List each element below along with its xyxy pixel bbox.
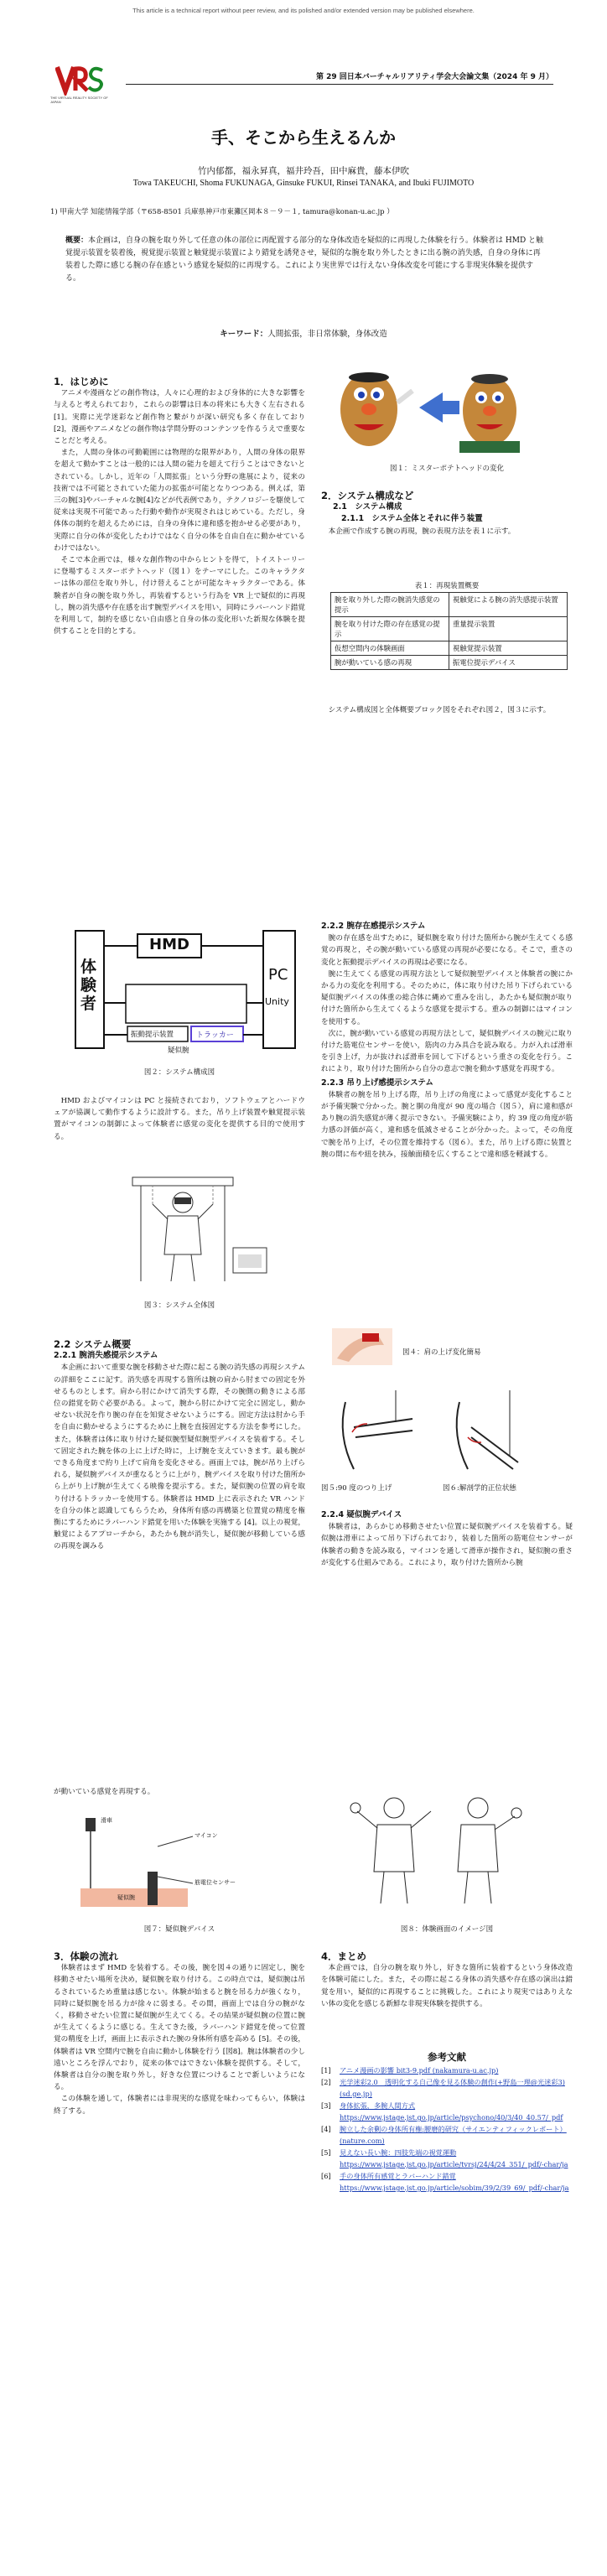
paragraph-hmd — [54, 1095, 305, 1143]
paragraph: 腕の存在感を出すために，疑似腕を取り付けた箇所から腕が生えてくる感覚の再現と，その腕が動いている感覚の再現が必要になる。そこで，重さの変化と振動提示デバイスの再現は必要になる。 — [321, 934, 573, 967]
label-pulley: 滑車 — [101, 1817, 112, 1824]
table-row: 腕が動いている感の再現 振電位提示デバイス — [331, 656, 568, 670]
section-conclusion — [321, 1950, 573, 2010]
paragraph: 本企画で作成する腕の再現，腕の表現方法を表１に示す。 — [328, 527, 516, 536]
figure-overall-illustration — [99, 1171, 283, 1288]
reference-link[interactable]: 身体拡張，多腕人間方式 https://www.jstage.jst.go.jp/article/psychono/40/3/40_40.57/_pdf — [340, 2101, 563, 2122]
section-experience-flow — [54, 1950, 305, 2117]
review-notice: This article is a technical report without peer review, and its polished and/or extended version may be published elsewhere. — [132, 7, 475, 14]
figure-shoulder — [329, 1325, 396, 1367]
paragraph: そこで本企画では，様々な創作物の中からヒントを得て，トイストーリーに登場するミスターポテトヘッド（図１）をテーマにした。このキャラクターは体の部位を取り外し，付け替えることが可能なキャラクターである。体験者が自身の腕を取り外し，再装着するという行為を VR 上で疑似的に再現し，腕の消失感や存在感を出す腕型デバイスを用い，同時にラバーハンド錯覚を利用して，制約を感じない自由感と自身の体の変化形いた新規な体験を提供することを目的とする。 — [54, 556, 305, 636]
diagram-vibration-label: 振動提示装置 — [131, 1031, 174, 1039]
section-presence — [321, 921, 573, 1161]
authors-english: Towa TAKEUCHI, Shoma FUKUNAGA, Ginsuke FUKUI, Rinsei TANAKA, and Ibuki FUJIMOTO — [132, 179, 475, 188]
references-heading: 参考文献 — [428, 2051, 466, 2063]
logo-caption: THE VIRTUAL REALITY SOCIETY OF JAPAN — [50, 96, 108, 104]
reference-item: [5] 見えない長い腕：四肢先端の視覚運動 https://www.jstage.jst.go.jp/article/tvrsj/24/4/24_351/_pdf/-char/ja — [321, 2147, 573, 2170]
keywords — [0, 327, 607, 339]
diagram-tracker-label: トラッカー — [196, 1031, 234, 1040]
reference-link[interactable]: 腕立した余剰の身体所有権:腰磨的研究（サイエンティフィックレポート）(nature.com) — [340, 2125, 567, 2145]
reference-link[interactable]: 手の身体所有感覚とラバーハンド錯覚 https://www.jstage.jst.go.jp/article/sobim/39/2/39_69/_pdf/-char/ja — [340, 2172, 569, 2192]
table-row: 腕を取り外した際の腕消失感覚の提示 視触覚による腕の消失感提示装置 — [331, 593, 568, 617]
subsection-heading: 2.2.1 腕消失感提示システム — [54, 1351, 158, 1361]
diagram-hmd-label: HMD — [149, 936, 189, 953]
label-pseudo-arm: 疑似腕 — [117, 1894, 135, 1901]
figure7-caption: 図７：疑似腕デバイス — [143, 1925, 215, 1934]
figure-experience-screen — [344, 1791, 528, 1909]
subsection-heading: 2.2.4 疑似腕デバイス — [321, 1510, 402, 1519]
figure3-caption: 図３：システム全体図 — [143, 1301, 215, 1310]
table-row: 仮想空間内の体験画面 視触覚提示装置 — [331, 641, 568, 656]
header-rule — [126, 84, 553, 85]
paragraph-continuation — [54, 1786, 305, 1798]
reference-link[interactable]: 見えない長い腕：四肢先端の視覚運動 https://www.jstage.jst.go.jp/article/tvrsj/24/4/24_351/_pdf/-char/ja — [340, 2148, 568, 2168]
table-row: 腕を取り付けた際の存在感覚の提示 重量提示装置 — [331, 617, 568, 641]
figure-system-diagram — [74, 922, 300, 1057]
paragraph: また，人間の身体の可動範囲には物理的な限界があり，人間の身体の限界を超えて動かすことは一般的には人間の能力を超えて行うことはできないとされている。しかし，近年の「人間拡張」という分野の進展により，従来の技術では不可能とされていた能力の拡張が可能となりつつある。例えば，第三の腕[3]やバーチャルな腕[4]などが代表例であり，テクノロジーを駆使して従来は実現不可能であった行動や動作が実現されはじめている。ただし，身体体の制約を超えるためには，自身の身体に違和感を抱かせる必要があり，実際に自分の体が変化したわけではなく自分の体を自由自在に動かせているわけではない。 — [54, 449, 305, 553]
subsection-heading: 2.1.1 システム全体とそれに伴う装置 — [341, 514, 483, 524]
paragraph: 本企画では，自分の腕を取り外し，好きな箇所に装着するという身体改造を体験可能にした。また，その際に起こる身体の消失感や存在感の演出は錯覚を用い，疑似的に再現することに挑戦した。これにより現実ではありえない体の変化を感じる新鮮な非現実体験を提供する。 — [321, 1964, 573, 2008]
reference-link[interactable]: アニメ漫画の影響 bit3-9.pdf (nakamura-u.ac.jp) — [340, 2066, 499, 2075]
paragraph: 体験者の腕を吊り上げる際，吊り上げの角度によって感覚が変化することが予備実験で分かった。腕と胴の角度が 90 度の場合（図５），肩に違和感があり腕の消失感覚が薄く提示できない。予備実験により，約 39 度の角度が筋力感の評価が高く，違和感を低減させることが分かった。よって，その角度で腕を吊り上げ，その位置を維持する（図６）。また，吊り上げる際に装置と腕の間に布や紐を挟み，接触面積を広くすることで違和感を軽減する。 — [321, 1090, 573, 1159]
figure-pseudo-arm-device — [67, 1813, 243, 1915]
diagram-person-label: 体験者 — [80, 958, 97, 1013]
section-heading: 4．まとめ — [321, 1950, 367, 1962]
section-heading: 3．体験の流れ — [54, 1950, 119, 1962]
reference-item: [6] 手の身体所有感覚とラバーハンド錯覚 https://www.jstage.jst.go.jp/article/sobim/39/2/39_69/_pdf/-char/ja — [321, 2170, 573, 2194]
paragraph: 体験者は，あらかじめ移動させたい位置に疑似腕デバイスを装着する。疑似腕は滑車によって吊り下げられており，装着した箇所の筋電位センサーが体験者の動きを読み取る，マイコンを通して滑車が操作され，疑似腕の重さが変化する仕組みである。これにより，取り付けた箇所から腕 — [321, 1523, 573, 1567]
diagram-arm-label: 疑似腕 — [168, 1046, 189, 1055]
label-microcontroller: マイコン — [195, 1832, 218, 1839]
section-introduction — [54, 376, 305, 637]
section-system-cont — [321, 704, 573, 716]
paper-title: 手、そこから生えるんか — [211, 127, 396, 148]
paragraph: この体験を通して，体験者には非現実的な感覚を味わってもらい，体験は終了する。 — [54, 2095, 305, 2116]
keywords-label: キーワード： — [220, 330, 268, 339]
section-heading: 2.2 システム概要 — [54, 1338, 132, 1350]
authors-japanese: 竹内郁都，福永昇真，福井玲吾，田中麻貴，藤本伊吹 — [198, 166, 409, 176]
figure-potato-head — [325, 361, 520, 453]
table1-caption: 表１：再現装置概要 — [414, 582, 480, 590]
abstract — [65, 235, 547, 285]
label-emg-sensor: 筋電位センサー — [195, 1879, 236, 1886]
reference-item: [1] アニメ漫画の影響 bit3-9.pdf (nakamura-u.ac.jp) — [321, 2066, 499, 2075]
reference-item: [3] 身体拡張，多腕人間方式 https://www.jstage.jst.go.jp/article/psychono/40/3/40_40.57/_pdf — [321, 2100, 573, 2123]
section-overview — [54, 1338, 305, 1553]
affiliation: 1) 甲南大学 知能情報学部（〒658-8501 兵庫県神戸市東灘区岡本８－９－１, tamura@konan-u.ac.jp ） — [50, 208, 394, 216]
paragraph: HMD およびマイコンは PC と接続されており，ソフトウェアとハードウェアが協調して動作するように設計する。また，吊り上げ装置や触覚提示装置がマイコンの制御によって体験者に感覚の変化を提供する目的で使用する。 — [54, 1097, 305, 1141]
figure8-caption: 図８：体験画面のイメージ図 — [400, 1925, 494, 1934]
abstract-text: 本企画は，自身の腕を取り外して任意の体の部位に再配置する部分的な身体改造を疑似的に再現した体験を行う。体験者は HMD と触覚提示装置を装着後，視覚提示装置と触覚提示装置により錯覚を誘発させ，疑似的な腕を取り外したときに出る腕の消失感，自身の身体に再装着した際に感じる腕の存在感という感覚を疑似的に再現する。これにより実世界では行えない身体改変を可能にする非現実体験を提供する。 — [65, 236, 544, 283]
reference-item: [2] 光学迷彩2.0 透明化する自己像を見る体験の創作(+野島一理@光迷彩3)(sd.ge.jp) — [321, 2076, 573, 2100]
table-reproduction-overview — [330, 592, 568, 670]
figure5-caption: 図５:90 度のつり上げ — [321, 1484, 392, 1493]
figure6-caption: 図６:解剖学的正位状態 — [443, 1484, 516, 1493]
references — [321, 2051, 573, 2194]
reference-item: [4] 腕立した余剰の身体所有権:腰磨的研究（サイエンティフィックレポート）(nature.com) — [321, 2123, 573, 2147]
section-heading: 2．システム構成など — [321, 490, 414, 501]
paragraph: システム構成図と全体概要ブロック図をそれぞれ図２，図３に示す。 — [328, 706, 551, 714]
figure4-caption: 図４：肩の上げ変化簡易 — [402, 1348, 481, 1357]
diagram-pc-label: PC — [268, 966, 288, 984]
figure-90-degree-lift — [329, 1385, 429, 1478]
vrsj-logo — [55, 62, 106, 96]
figure2-caption: 図２：システム構成図 — [143, 1068, 215, 1077]
abstract-label: 概要： — [65, 236, 89, 245]
diagram-unity-label: Unity — [265, 996, 289, 1007]
figure-anatomical-position — [443, 1385, 543, 1478]
section-pseudo-arm — [321, 1509, 573, 1569]
paragraph: 腕に生えてくる感覚の再現方法として疑似腕型デバイスと体験者の腕にかかる力の変化を利用する。そのために，体に取り付けた吊り下げられている疑似腕デバイスの体重の総合体に縄めて重みを出し，あたかも疑似腕が取り付けた箇所から生えてくるような感覚を提示する。重みの制御にはマイコンを使用する。 — [321, 969, 573, 1026]
subsection-heading: 2.1 システム構成 — [333, 502, 402, 512]
keywords-text: 人間拡張，非日常体験，身体改造 — [267, 330, 387, 339]
paragraph: アニメや漫画などの創作物は，人々に心理的および身体的に大きな影響を与えると考えられており，これらの影響は日本の将来にも大きく左右される [1]。実際に光学迷彩など創作物と繋がりが深い研究も多く存在しており [2]，漫画やアニメなどの創作物は学問分野のコンテンツを作るうえで重要なことだと考える。 — [54, 389, 305, 446]
paragraph: 体験者はまず HMD を装着する。その後，腕を図４の通りに固定し，腕を移動させたい場所を決め，疑似腕を取り付ける。この時点では，疑似腕は吊るされているため重量は感じない。体験が始まると腕を吊る力が強くなり，同時に疑似腕を吊る力が徐々に弱まる。その間，画面上では自分の腕がなく，移動させたい位置に疑似腕が生えてくる。その結果が疑似腕の位置に腕が生えてくるように感じる。生えてきた後，ラバーハンド錯覚を使って位置覚の精度を上げ，画面上に表示された腕の身体所有感を高める [5]。その後，体験者は VR 空間内で腕を自由に動かし体験を行う [図8]。腕は体験者の少し遠いところを浮んでおり，従来の体ではできない体験を提供する。そして，体験者は自分の腕を取り外し，好きな位置につけることで新しいようになる。 — [54, 1964, 305, 2092]
section-system — [321, 490, 573, 538]
reference-link[interactable]: 光学迷彩2.0 透明化する自己像を見る体験の創作(+野島一理@光迷彩3)(sd.ge.jp) — [340, 2078, 565, 2098]
paragraph: が動いている感覚を再現する。 — [54, 1788, 155, 1796]
conference-header: 第 29 回日本バーチャルリアリティ学会大会論文集（2024 年 9 月） — [316, 73, 553, 81]
subsection-heading: 2.2.2 腕存在感提示システム — [321, 922, 426, 931]
figure1-caption: 図１：ミスターポテトヘッドの変化 — [389, 465, 504, 473]
paragraph: 本企画において重要な腕を移動させた際に起こる腕の消失感の再現システムの詳細をここに記す。消失感を再現する箇所は腕の肩から肘までの固定を外せるものとします。肩から肘にかけて消失する際，その腕側の動きによる部位の錯覚を防ぐ必要がある。よって，腕から肘にかけて完全に固定し，動かせない状況を作り腕の存在を知覚させないようにする。固定方法は肘から手を自由に動かせるようにするために上腕を直接固定する方法を参考にした。また，体験者は体に取り付けた疑似腕型疑似腕型デバイスを装着する。そして固定された腕を体の上に上げた時に，上げ腕を支えていきます。最も腕ができる角度まで約り上げて肩角を変化させる。画面上では，腕が吊り上げられる，疑似腕デバイスが重なるとうに上がり，腕デバイスを取り付けた箇所から上がり上げ腕が生えてくる映像を提示する。また，疑似腕の位置の肩を取り付けるトラッカーを使用する。体験者は HMD 上に表示された VR ハンドを自分の体と認識してもらうため，身体所有感の再構築と位置覚の精度を権衡にするためにラバーハンド錯覚を用いた体験を実施する [4]。以上の視覚，触覚によるアプローチから，あたかも腕が消失し，疑似腕が移動している感の再現を調みる — [54, 1363, 305, 1551]
device-drawing — [67, 1813, 243, 1915]
paragraph: 次に，腕が動いている感覚の再現方法として，疑似腕デバイスの腕元に取り付けた筋電位センサーを使い，筋肉の力み具合を読み取る。力が入れば滑車を引き上げ，力が抜ければ滑車を回して下げるという重さの変化を行う。これにより，取り付けた箇所から自分の意志で腕を動かす感覚を再現する。 — [321, 1029, 573, 1074]
section-heading: 1．はじめに — [54, 376, 109, 387]
subsection-heading: 2.2.3 吊り上げ感提示システム — [321, 1078, 433, 1088]
